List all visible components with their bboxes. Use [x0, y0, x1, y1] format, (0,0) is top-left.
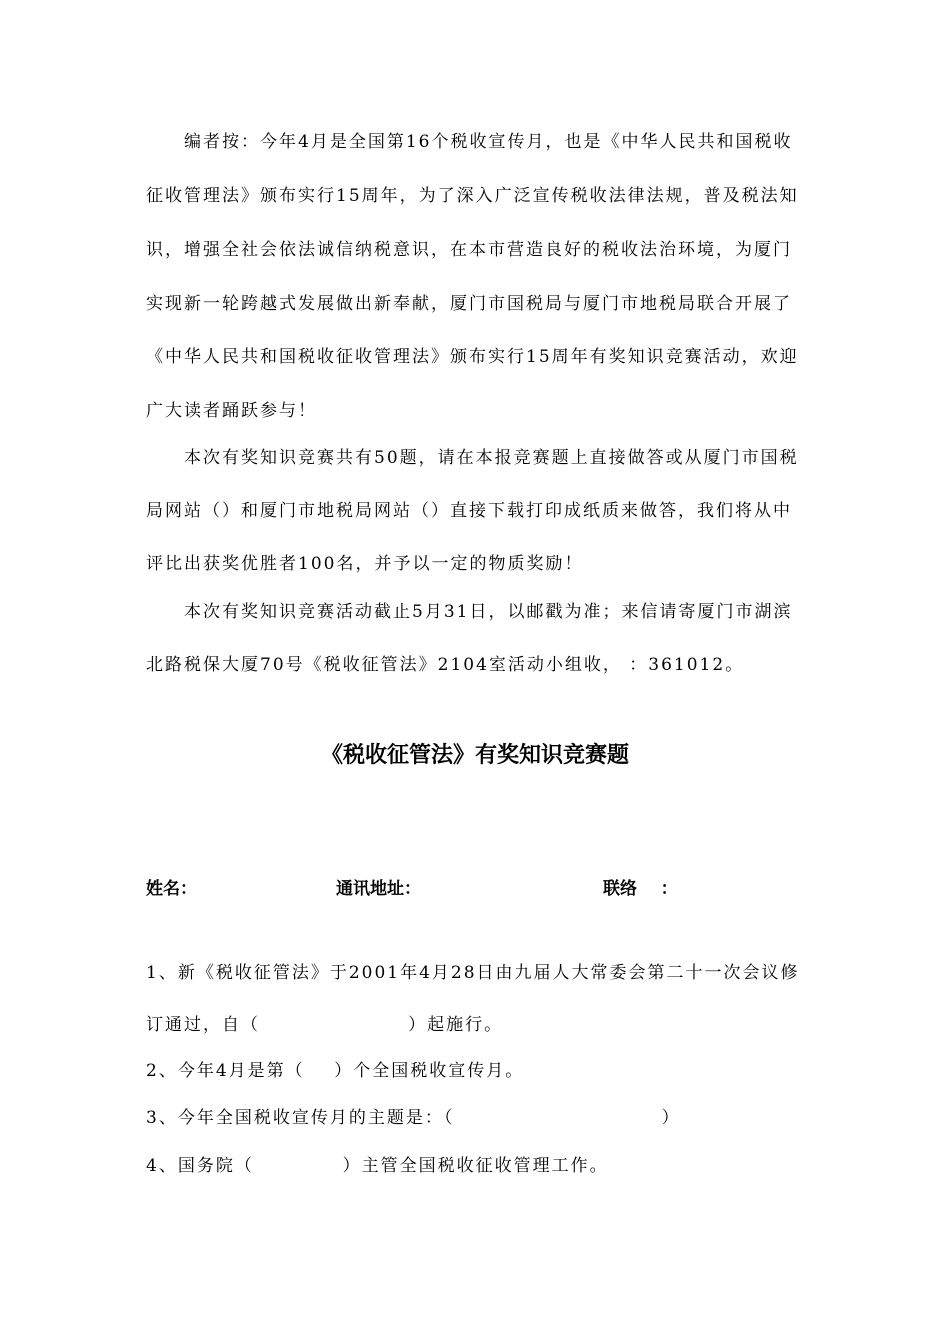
- intro-line-10: 本次有奖知识竞赛活动截止5月31日，以邮戳为准；来信请寄厦门市湖滨: [184, 602, 793, 622]
- intro-line-4: 实现新一轮跨越式发展做出新奉献，厦门市国税局与厦门市地税局联合开展了: [146, 294, 792, 314]
- contact-field-label: 联络 ：: [603, 879, 678, 899]
- name-field-label: 姓名：: [146, 879, 197, 899]
- question-1-line-1: 1、新《税收征管法》于2001年4月28日由九届人大常委会第二十一次会议修: [146, 963, 800, 983]
- intro-line-6: 广大读者踊跃参与！: [146, 401, 317, 421]
- intro-line-3: 识，增强全社会依法诚信纳税意识，在本市营造良好的税收法治环境，为厦门: [146, 240, 792, 260]
- intro-line-1: 编者按：今年4月是全国第16个税收宣传月，也是《中华人民共和国税收: [184, 132, 793, 152]
- intro-line-5: 《中华人民共和国税收征收管理法》颁布实行15周年有奖知识竞赛活动，欢迎: [146, 347, 799, 367]
- address-field-label: 通讯地址：: [336, 879, 421, 899]
- intro-line-9: 评比出获奖优胜者100名，并予以一定的物质奖励！: [146, 554, 584, 574]
- intro-line-11: 北路税保大厦70号《税收征管法》2104室活动小组收， ：361012。: [146, 655, 745, 675]
- intro-line-8: 局网站（）和厦门市地税局网站（）直接下载打印成纸质来做答，我们将从中: [146, 501, 792, 521]
- intro-line-2: 征收管理法》颁布实行15周年，为了深入广泛宣传税收法律法规，普及税法知: [146, 186, 799, 206]
- intro-line-7: 本次有奖知识竞赛共有50题，请在本报竞赛题上直接做答或从厦门市国税: [184, 448, 799, 468]
- question-2: 2、今年4月是第（ ）个全国税收宣传月。: [146, 1061, 525, 1081]
- question-4: 4、国务院（ ）主管全国税收征收管理工作。: [146, 1156, 609, 1176]
- question-1-line-2: 订通过，自（ ）起施行。: [146, 1015, 504, 1035]
- question-3: 3、今年全国税收宣传月的主题是：（ ）: [146, 1108, 681, 1128]
- page-title: 《税收征管法》有奖知识竞赛题: [320, 743, 629, 768]
